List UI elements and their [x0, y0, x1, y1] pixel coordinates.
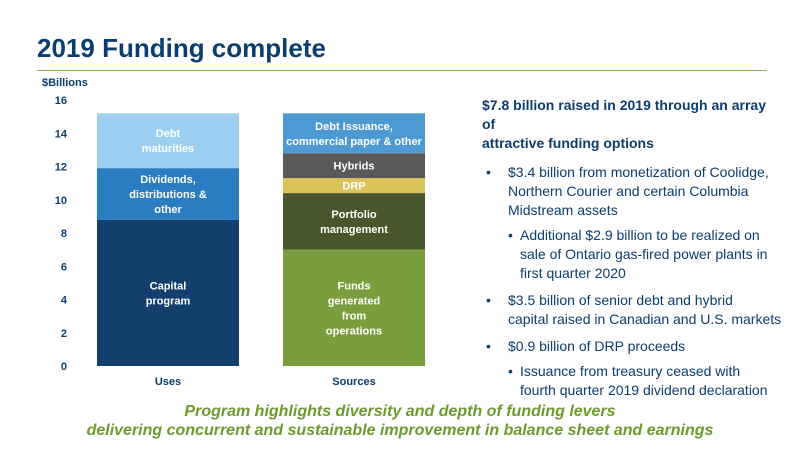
bullet-marker: •	[486, 292, 491, 308]
bar-segment-label-line: Dividends,	[140, 173, 196, 186]
y-tick-label: 4	[60, 294, 67, 307]
sub-bullet-text-line: sale of Ontario gas-fired power plants in	[520, 246, 768, 262]
footer-line-2: delivering concurrent and sustainable improvement in balance sheet and earnings	[86, 422, 714, 439]
bullet-item	[482, 337, 782, 400]
y-tick-label: 8	[60, 228, 67, 240]
bar-segment	[97, 220, 239, 366]
y-tick-label: 6	[60, 261, 67, 274]
bullet-marker: •	[486, 338, 491, 354]
bullet-item	[482, 163, 782, 283]
bullet-text-line: Midstream assets	[508, 202, 618, 218]
y-tick-label: 10	[54, 194, 67, 207]
bar-segment-label-line: Capital	[149, 280, 187, 293]
bullet-item	[482, 291, 782, 329]
bar-segment-label-line: Debt Issuance,	[315, 120, 393, 133]
bullet-text-line: Northern Courier and certain Columbia	[508, 183, 749, 199]
bar-segment-label-line: maturities	[141, 143, 195, 156]
bar-segment	[283, 193, 425, 250]
funding-bullet-list	[482, 163, 782, 400]
sub-bullet-marker: •	[508, 227, 513, 243]
bar-segment-label-line: Portfolio	[331, 208, 377, 221]
y-axis-label: $Billions	[42, 77, 88, 89]
x-category-label: Uses	[154, 376, 182, 388]
bar-segment	[283, 250, 425, 366]
y-tick-label: 14	[54, 128, 67, 141]
bar-segment-label-line: commercial paper & other	[286, 135, 422, 148]
footer-line-1: Program highlights diversity and depth of funding levers	[184, 403, 616, 420]
page-title: 2019 Funding complete	[37, 33, 326, 63]
sub-bullet-text-line: fourth quarter 2019 dividend declaration	[520, 382, 768, 398]
bar-segment-label-line: other	[154, 203, 182, 216]
bar-segment	[97, 113, 239, 168]
bullet-text-line: $3.4 billion from monetization of Coolidge,	[508, 164, 769, 180]
panel-heading-line-1: $7.8 billion raised in 2019 through an array of	[482, 97, 766, 132]
bar-segment-label-line: Debt	[155, 128, 181, 141]
bar-segment-label-line: operations	[325, 325, 383, 338]
y-tick-label: 0	[60, 361, 67, 373]
bar-segment-label-line: management	[320, 223, 388, 236]
sub-bullet-text-line: Additional $2.9 billion to be realized on	[520, 227, 760, 243]
bullet-marker: •	[486, 164, 491, 180]
bar-segment-label	[342, 181, 365, 193]
bar-segment-label-line: from	[341, 310, 367, 323]
sub-bullet-item	[508, 226, 782, 283]
x-category-label: Sources	[332, 376, 376, 388]
bar-segment-label-line: Hybrids	[333, 160, 375, 173]
sub-bullet-text-line: first quarter 2020	[520, 265, 626, 281]
sub-bullet-list	[508, 226, 782, 283]
bar-segment-label	[334, 161, 375, 173]
footer-highlight	[0, 402, 800, 440]
sub-bullet-marker: •	[508, 363, 513, 379]
panel-heading-line-2: attractive funding options	[482, 135, 654, 151]
y-tick-label: 12	[54, 161, 67, 174]
bar-segment-label-line: generated	[327, 295, 381, 308]
sub-bullet-item	[508, 362, 782, 400]
bar-segment-label-line: program	[145, 295, 191, 308]
sub-bullet-text-line: Issuance from treasury ceased with	[520, 363, 741, 379]
funding-summary-panel	[482, 96, 782, 408]
panel-heading	[482, 96, 782, 153]
bar-segment-label-line: Funds	[337, 280, 371, 293]
sub-bullet-list	[508, 362, 782, 400]
bullet-text-line: capital raised in Canadian and U.S. markets	[508, 311, 782, 327]
bar-segment-label-line: distributions &	[129, 188, 207, 201]
bullet-text-line: $3.5 billion of senior debt and hybrid	[508, 292, 733, 308]
y-tick-label: 2	[60, 327, 67, 340]
y-tick-label: 16	[54, 95, 67, 107]
bullet-text-line: $0.9 billion of DRP proceeds	[508, 338, 686, 354]
bar-segment-label-line: DRP	[342, 180, 366, 193]
